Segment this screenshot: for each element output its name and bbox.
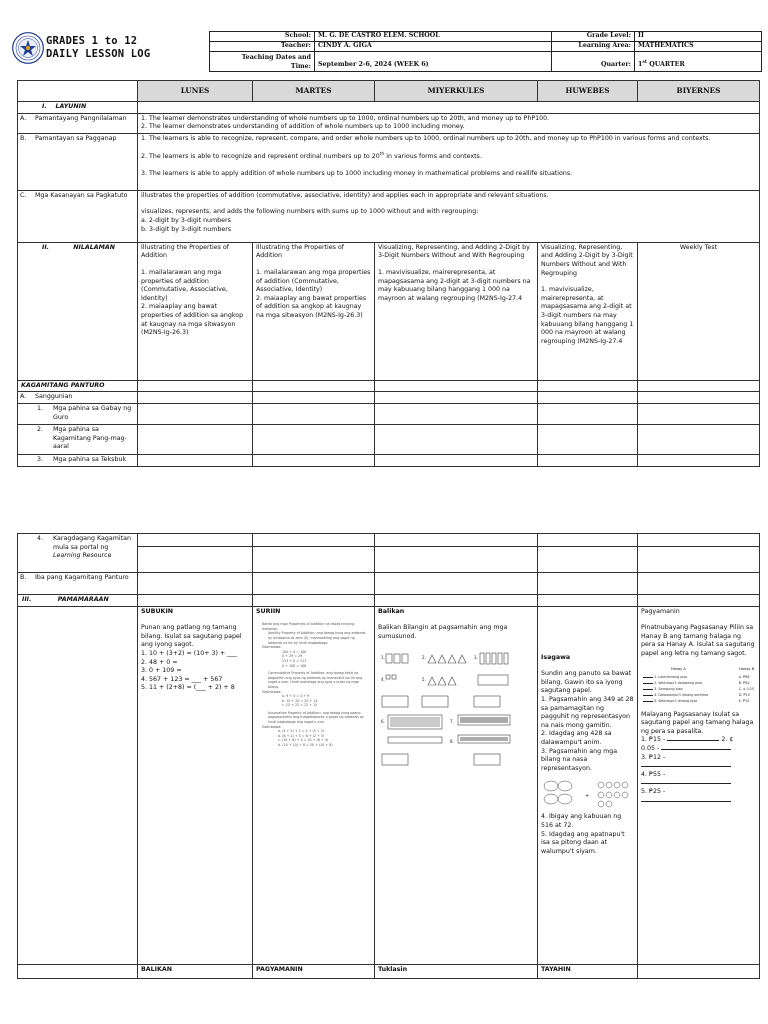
day-huwebes: HUWEBES [538, 81, 638, 102]
iba-pang-label [18, 573, 138, 595]
layunin-blank [138, 102, 760, 114]
empty-cell [538, 392, 638, 404]
pagganap-label [18, 133, 138, 190]
worksheet-label-7: 7. [450, 719, 454, 725]
layunin-heading [18, 102, 138, 114]
pamantayan-pagganap-row [18, 133, 760, 190]
sanggunian-label [18, 392, 138, 404]
empty-cell [253, 403, 375, 424]
suriin-doc-line: d. (20 + 10) + 8 = 20 + (10 + 8) [278, 743, 333, 748]
title-line-2: DAILY LESSON LOG [46, 47, 151, 60]
sanggunian-text: Sanggunian [35, 393, 73, 401]
empty-cell [138, 595, 253, 607]
subukin-item: 2. 48 + 0 = [141, 658, 178, 666]
quarter-num: 1 [638, 61, 643, 69]
quarter-sup: st [642, 60, 648, 66]
matching-body [643, 674, 754, 705]
empty-cell [375, 595, 538, 607]
gabay-label [18, 403, 138, 424]
quarter-label: Quarter: [552, 52, 635, 72]
nilalaman-miyerkules-body: 1. mavivisualize, mairerepresenta, at mapagsasama ang 2-digit at 3-digit numbers na may kabuuang bilang hanggang 1 000 na mayroon at walang regrouping (M2NS-Ig-27.4 [378, 268, 531, 302]
balikan-title: Balikan [378, 607, 405, 615]
deped-seal-icon [12, 32, 44, 64]
kasanayan-text: Mga Kasanayan sa Pagkatuto [35, 191, 128, 199]
nilalaman-lunes-title: Illustrating the Properties of Addition [141, 243, 229, 260]
suriin-doc-line: c. 15 + 22 = 22 + 15 [282, 703, 318, 708]
nilalaman-lunes [138, 242, 253, 380]
suriin-doc-line: 100 + 0 = 100 [282, 649, 307, 654]
empty-cell [638, 454, 760, 466]
pagganap-line-1: 1. The learners is able to recognize, represent, compare, and order whole numbers up to 1000, ordinal numbers up to 20th, and money up to PhP100 in various forms and contexts. [141, 134, 711, 142]
malayang-item: 1. ₱15 - 2. ¢ [641, 736, 734, 744]
empty-cell [138, 403, 253, 424]
isagawa-item: 4. Ibigay ang kabuuan ng 516 at 72. [541, 813, 622, 829]
footer-lunes: BALIKAN [138, 964, 253, 978]
empty-cell [138, 547, 253, 573]
nilalaman-num: II. [42, 243, 50, 251]
place-value-disk [614, 782, 620, 788]
kasanayan-num: C. [20, 191, 27, 199]
isagawa-spacer [541, 608, 634, 654]
nilalaman-miyerkules [375, 242, 538, 380]
empty-cell [638, 534, 760, 547]
layunin-row [18, 102, 760, 114]
answer-box [382, 754, 408, 765]
worksheet-label-4: 4. [381, 677, 385, 683]
kagamitan-heading-row [18, 380, 760, 392]
empty-cell [538, 403, 638, 424]
hanay-a-item: 1. Labinlimang piso [643, 674, 708, 680]
disk-cluster [558, 781, 572, 791]
iba-pang-num: B. [20, 574, 27, 581]
karagdagang-row-1 [18, 534, 760, 547]
empty-cell [138, 573, 253, 595]
empty-cell [375, 380, 538, 392]
pamamaraan-content-row [18, 606, 760, 964]
iba-pang-kagamitan-row [18, 573, 760, 595]
nilalaman-text: NILALAMAN [73, 243, 115, 251]
tens-rod [498, 653, 502, 664]
subukin-item: 3. 0 + 109 = [141, 667, 182, 675]
empty-cell [253, 380, 375, 392]
footer-row [18, 964, 760, 978]
layunin-text: LAYUNIN [55, 103, 87, 110]
pagganap-line-2-post: in various forms and contexts. [384, 153, 482, 161]
empty-cell [375, 534, 538, 547]
empty-cell [538, 595, 638, 607]
tens-rod [492, 653, 496, 664]
kasanayan-label [18, 190, 138, 242]
kagamitang-mag-aaral-row [18, 424, 760, 454]
empty-cell [638, 392, 760, 404]
balikan-intro: Balikan Bilangin at pagsamahin ang mga sumusunod. [378, 624, 508, 640]
hanay-b-item: C. ¢ 0.25 [738, 686, 754, 691]
pamantayang-pangnilalaman-row [18, 113, 760, 133]
tens-shading [460, 717, 508, 723]
empty-cell [253, 573, 375, 595]
nilalaman-heading [18, 242, 138, 380]
sanggunian-num: A. [20, 393, 27, 401]
dates-label-line-2: Time: [290, 62, 311, 70]
place-value-disk [598, 801, 604, 807]
area-value: MATHEMATICS [635, 42, 762, 52]
tens-group [478, 675, 508, 685]
hanay-b-item: D. ₱15 [738, 693, 750, 698]
hanay-b-item: E. ₱10 [738, 699, 750, 704]
pagganap-line-2-sup: th [379, 152, 385, 158]
suriin-doc-line: b. (6 + 2) + 3 = 6 + (2 + 3) [278, 733, 325, 738]
pamamaraan-num: III. [22, 596, 32, 603]
pagganap-text: Pamantayan sa Pagganap [35, 134, 117, 142]
teacher-value: CINDY A. GIGA [315, 42, 552, 52]
nilalaman-lunes-body: 1. mailalarawan ang mga properties of addition (Commutative, Associative, Identity) 2. maiaaplay ang bawat properties of addition sa angkop at kaugnay na mga sitwasyon (M2NS-Ig-26.3) [141, 268, 244, 337]
worksheet-label-3: 3. [474, 655, 478, 661]
suriin-doc-line: a. (4 + 5) + 2 = 4 + (5 + 2) [278, 729, 325, 734]
pagyamanin-cell [638, 606, 760, 964]
teksbuk-text: Mga pahina sa Teksbuk [53, 455, 127, 463]
worksheet-label-6: 6. [381, 719, 385, 725]
teksbuk-num: 3. [37, 455, 44, 463]
kasanayan-line-2: visualizes, represents, and adds the following numbers with sums up to 1000 without and with regrouping: [141, 208, 479, 216]
hanay-b-item: B. ₱82 [738, 680, 750, 685]
matching-table-image [641, 667, 756, 705]
empty-cell [375, 392, 538, 404]
gabay-text: Mga pahina sa Gabay ng Guro [53, 404, 132, 421]
lesson-grid-page-1 [17, 80, 760, 467]
place-value-disk [606, 782, 612, 788]
isagawa-item: 1. Pagsamahin ang 349 at 28 sa pamamagitan ng pagguhit ng representasyon na nais mong gamitin. [541, 695, 634, 729]
empty-cell [253, 534, 375, 547]
isagawa-title: Isagawa [541, 653, 571, 661]
teksbuk-label [18, 454, 138, 466]
nilalaman-huwebes-title: Visualizing, Representing, and Adding 2-Digit by 3-Digit Numbers Without and With Regrouping [541, 243, 633, 277]
nilalaman-martes-body: 1. mailalarawan ang mga properties of addition (Commutative, Associative, Identity) 2. maiaaplay ang bawat properties of addition sa angkop at kaugnay na mga sitwasyon (M2NS-Ig-26.3) [256, 268, 371, 319]
tens-rod [504, 653, 508, 664]
empty-cell [375, 424, 538, 454]
pamantayang-num: A. [20, 114, 27, 122]
karagdagang-em: Learning [53, 552, 81, 560]
empty-cell [638, 595, 760, 607]
day-miyerkules: MIYERKULES [375, 81, 538, 102]
empty-cell [138, 424, 253, 454]
empty-cell [538, 573, 638, 595]
suriin-doc-line: 0 + 29 = 29 [282, 654, 303, 659]
malayang-intro: Malayang Pagsasanay Isulat sa sagutang papel ang tamang halaga ng pera sa pasalita. [641, 710, 754, 735]
pagyamanin-title: Pagyamanin [641, 607, 680, 615]
place-value-image [541, 777, 635, 809]
unit-cube [386, 675, 390, 679]
empty-cell [638, 424, 760, 454]
empty-cell [253, 547, 375, 573]
empty-cell [538, 454, 638, 466]
hanay-a-item: 2. Walumpu't dalawang piso [643, 680, 708, 686]
corner-cell [18, 81, 138, 102]
place-value-disk [598, 782, 604, 788]
pagganap-num: B. [20, 134, 27, 142]
place-value-disk [606, 801, 612, 807]
pagganap-line-2 [141, 151, 756, 162]
suriin-title: SURIIN [256, 607, 281, 615]
day-lunes: LUNES [138, 81, 253, 102]
document-title [46, 35, 150, 60]
layunin-num: I. [42, 103, 47, 110]
hanay-b-header: Hanay B [739, 666, 754, 671]
worksheet-label-8: 8. [450, 739, 454, 745]
pamamaraan-text: PAMAMARAAN [57, 596, 109, 603]
karagdagang-pre: Karagdagang Kagamitan mula sa portal ng [53, 535, 131, 551]
pamantayang-line-1: 1. The learner demonstrates understanding of whole numbers up to 1000, ordinal numbers up to 20th, and money up to PhP100. [141, 114, 550, 122]
suriin-doc-image [256, 622, 371, 747]
subukin-item: 1. 10 + (3+2) = (10+ 3) + ___ [141, 649, 237, 657]
kasanayan-line-3: a. 2-digit by 3-digit numbers [141, 216, 231, 224]
nilalaman-row [18, 242, 760, 380]
suriin-doc-line: Halimbawa: [262, 689, 282, 694]
disk-cluster [544, 794, 558, 804]
malayang-line [641, 762, 756, 771]
worksheet-label-2: 2. [422, 655, 426, 661]
disk-cluster [558, 794, 572, 804]
pagyamanin-intro: Pinatnubayang Pagsasanay Piliin sa Hanay B ang tamang halaga ng pera sa Hanay A. Isulat sa sagutang papel ang letra ng tamang sagot. [641, 624, 755, 657]
pamantayang-content [138, 113, 760, 133]
tens-rod [480, 653, 484, 664]
suriin-doc-line: Halimbawa: [262, 724, 282, 729]
suriin-doc-line: Narito ang mga Properties of Addition na dapat ninyong malaman. [262, 622, 355, 631]
pamantayang-line-2: 2. The learner demonstrates understanding of addition of whole numbers up to 1000 including money. [141, 123, 465, 131]
empty-cell [138, 380, 253, 392]
quarter-value [635, 52, 762, 72]
answer-box [422, 696, 448, 707]
kagamitan-heading: KAGAMITANG PANTURO [18, 380, 138, 392]
area-label: Learning Area: [552, 42, 635, 52]
empty-cell [638, 547, 760, 573]
worksheet-label-5: 5. [422, 677, 426, 683]
dates-label-line-1: Teaching Dates and [241, 53, 311, 61]
pagganap-line-3: 3. The learners is able to apply addition of whole numbers up to 1000 including money in mathematical problems and reallife situations. [141, 170, 573, 178]
kasanayan-row [18, 190, 760, 242]
pagganap-line-2-pre: 2. The learners is able to recognize and represent ordinal numbers up to 20 [141, 153, 380, 161]
tens-shading [460, 737, 508, 741]
day-martes: MARTES [253, 81, 375, 102]
hanay-b-list [739, 674, 754, 705]
empty-cell [253, 595, 375, 607]
pamamaraan-heading [18, 595, 138, 607]
subukin-item: 5. 11 + (2+8) = (___ + 2) + 8 [141, 684, 235, 692]
school-value: M. G. DE CASTRO ELEM. SCHOOL [315, 32, 552, 42]
suriin-doc-line: c. (10 + 6) + 4 = 10 + (6 + 4) [278, 738, 329, 743]
unit-cube [392, 675, 396, 679]
quarter-suffix: QUARTER [647, 61, 685, 69]
answer-box [382, 696, 408, 707]
balikan-cell [375, 606, 538, 964]
hanay-a-item: 5. Walumpu't limang piso [643, 698, 708, 704]
nilalaman-biyernes: Weekly Test [638, 242, 760, 380]
nilalaman-miyerkules-title: Visualizing, Representing, and Adding 2-Digit by 3-Digit Numbers Without and With Regrouping [378, 243, 530, 260]
nilalaman-huwebes-body: 1. mavivisualize, mairerepresenta, at mapagsasama ang 2-digit at 3-digit numbers na may kabuuang bilang hanggang 1 000 na mayroon at walang regrouping (M2NS-Ig-27.4 [541, 286, 634, 345]
isagawa-cell [538, 606, 638, 964]
footer-miyerkules: Tuklasin [375, 964, 538, 978]
empty-cell [18, 964, 138, 978]
hanay-a-list [643, 674, 708, 705]
empty-cell [538, 534, 638, 547]
hundreds-shading [390, 717, 440, 727]
malayang-item: 0.05 - [641, 745, 756, 754]
kasanayan-line-1: illustrates the properties of addition (commutative, associative, identity) and applies each in appropriate and relevant situations. [141, 191, 549, 199]
kasanayan-line-4: b. 3-digit by 3-digit numbers [141, 225, 232, 233]
footer-martes: PAGYAMANIN [253, 964, 375, 978]
disk-cluster [544, 781, 558, 791]
kagamitang-mag-aaral-label [18, 424, 138, 454]
empty-cell [538, 547, 638, 573]
isagawa-item: 5. Idagdag ang apatnapu't isa sa pitong daan at walumpu't siyam. [541, 830, 625, 855]
gabay-num: 1. [37, 404, 44, 412]
nilalaman-martes [253, 242, 375, 380]
isagawa-item: 3. Pagsamahin ang mga bilang na nasa representasyon. [541, 747, 618, 772]
pamantayang-text: Pamantayang Pangnilalaman [35, 114, 127, 122]
suriin-doc-line: Commutative Property of Addition: ang tawag kahit na pagpalitin ang ayos ng addends ay mananatili pa rin ang sagot o sum. Hindi mahalaga ang ayos o order ng mga bilang. [268, 671, 363, 689]
karagdagang-post: Resource [80, 552, 112, 560]
suriin-doc-line: Identity Property of Addition: ang tawag kung ang addends ay isinasama sa zero (0), mananatiling ang sagot ng addends na ito ay hindi magbabago. [268, 631, 366, 645]
karagdagang-text [53, 535, 134, 561]
empty-cell [253, 454, 375, 466]
malayang-item: 4. ₱55 - [641, 770, 666, 778]
hundred-block [386, 654, 392, 663]
day-header-row [18, 81, 760, 102]
lesson-grid-page-2 [17, 533, 760, 979]
suriin-cell [253, 606, 375, 964]
header-info-table [209, 31, 762, 72]
subukin-cell [138, 606, 253, 964]
grade-label: Grade Level: [552, 32, 635, 42]
place-value-disk [598, 792, 604, 798]
suriin-doc-line: 0 + 108 = 108 [282, 663, 307, 668]
empty-cell [538, 380, 638, 392]
hanay-a-item: 4. Dalawampu't limang sentimo [643, 692, 708, 698]
empty-cell [638, 380, 760, 392]
dates-value: September 2-6, 2024 (WEEK 6) [315, 52, 552, 72]
malayang-item: 5. ₱25 - [641, 787, 666, 795]
malayang-line [641, 779, 756, 788]
empty-cell [138, 392, 253, 404]
footer-biyernes [638, 964, 760, 978]
dates-label [210, 52, 315, 72]
ones-group [388, 737, 442, 743]
footer-huwebes: TAYAHIN [538, 964, 638, 978]
title-line-1: GRADES 1 to 12 [46, 35, 138, 47]
suriin-doc-line: b. 14 + 20 = 20 + 14 [282, 698, 318, 703]
empty-cell [138, 454, 253, 466]
empty-cell [638, 573, 760, 595]
hanay-a-header: Hanay A [671, 666, 686, 671]
answer-box [474, 696, 500, 707]
karagdagang-num: 4. [37, 535, 44, 542]
worksheet-label-1: 1. [381, 655, 385, 661]
isagawa-intro: Sundin ang panuto sa bawat bilang. Gawin ito sa iyong sagutang papel. [541, 670, 632, 695]
triangle-blocks [428, 655, 466, 663]
mag-aaral-text: Mga pahina sa Kagamitang Pang-mag-aaral [53, 425, 127, 451]
suriin-doc-line: Associative Property of Addition: ang tawag kung paano pagsasamahin ang magkakapares o grupo ng addends ay hindi nagbabago ang sagot o sum. [268, 710, 364, 725]
place-value-disk [606, 792, 612, 798]
gabay-row [18, 403, 760, 424]
pamantayang-label [18, 113, 138, 133]
subukin-item: 4. 567 + 123 = ___ + 567 [141, 675, 223, 683]
empty-cell [538, 424, 638, 454]
hanay-a-item: 3. Sampung piso [643, 686, 708, 692]
pamamaraan-heading-row [18, 595, 760, 607]
malayang-line [641, 797, 756, 806]
subukin-title: SUBUKIN [141, 607, 174, 615]
school-label: School: [210, 32, 315, 42]
isagawa-item: 2. Idagdag ang 428 sa dalawampu't anim. [541, 730, 612, 746]
kasanayan-content [138, 190, 760, 242]
empty-cell [18, 606, 138, 964]
teacher-label: Teacher: [210, 42, 315, 52]
sanggunian-row [18, 392, 760, 404]
answer-box [474, 754, 500, 765]
day-biyernes: BIYERNES [638, 81, 760, 102]
empty-cell [375, 454, 538, 466]
malayang-item: 3. ₱12 - [641, 753, 666, 761]
plus-sign: + [585, 793, 590, 800]
hanay-b-item: A. ₱86 [738, 674, 750, 679]
teksbuk-row [18, 454, 760, 466]
iba-pang-text: Iba pang Kagamitang Panturo [35, 574, 129, 581]
mag-aaral-num: 2. [37, 425, 44, 433]
empty-cell [253, 424, 375, 454]
suriin-doc-line: 213 + 0 = 213 [282, 658, 307, 663]
pagganap-content [138, 133, 760, 190]
empty-cell [138, 534, 253, 547]
matching-headers [643, 667, 754, 672]
hundred-block [394, 654, 400, 663]
karagdagang-label [18, 534, 138, 573]
empty-cell [375, 547, 538, 573]
place-value-disk [614, 792, 620, 798]
nilalaman-martes-title: Illustrating the Properties of Addition [256, 243, 344, 260]
subukin-intro: Punan ang patlang ng tamang bilang. Isulat sa sagutang papel ang iyong sagot. [141, 624, 242, 649]
empty-cell [375, 403, 538, 424]
empty-cell [638, 403, 760, 424]
triangle-blocks [428, 677, 456, 685]
hundred-block [402, 654, 408, 663]
grade-value: II [635, 32, 762, 42]
nilalaman-huwebes [538, 242, 638, 380]
place-value-disk [622, 782, 628, 788]
place-value-disk [622, 792, 628, 798]
counting-worksheet-image [378, 651, 534, 769]
tens-rod [486, 653, 490, 664]
suriin-doc-line: a. 9 + 4 = 4 + 9 [282, 694, 310, 699]
suriin-doc-line: Halimbawa: [262, 645, 282, 650]
empty-cell [375, 573, 538, 595]
empty-cell [253, 392, 375, 404]
